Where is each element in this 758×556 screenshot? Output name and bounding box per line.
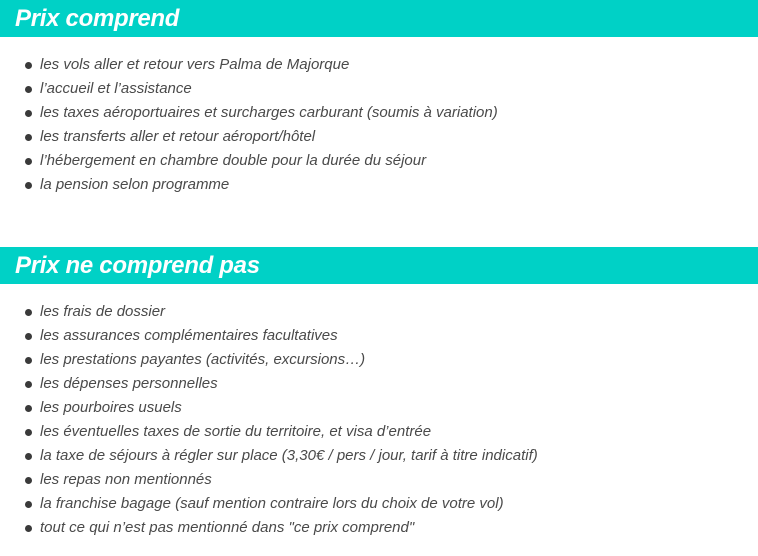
- bullet-icon: [25, 86, 32, 93]
- bullet-icon: [25, 62, 32, 69]
- list-item: [0, 444, 538, 468]
- excluded-list: [0, 300, 538, 540]
- list-item: [0, 348, 538, 372]
- list-item: [0, 492, 538, 516]
- bullet-icon: [25, 309, 32, 316]
- list-item: [0, 77, 498, 101]
- bullet-icon: [25, 134, 32, 141]
- list-item-text: l’hébergement en chambre double pour la durée du séjour: [40, 152, 427, 169]
- list-item-text: les assurances complémentaires facultatives: [40, 327, 338, 344]
- list-item-text: l’accueil et l’assistance: [40, 80, 192, 97]
- list-item-text: les taxes aéroportuaires et surcharges carburant (soumis à variation): [40, 104, 498, 121]
- bullet-icon: [25, 333, 32, 340]
- list-item-text: la pension selon programme: [40, 176, 230, 193]
- list-item: [0, 396, 538, 420]
- included-section-title: Prix comprend: [15, 5, 180, 32]
- bullet-icon: [25, 525, 32, 532]
- included-list: [0, 53, 498, 197]
- list-item-text: les prestations payantes (activités, excursions…): [40, 351, 366, 368]
- list-item-text: les dépenses personnelles: [40, 375, 218, 392]
- list-item: [0, 324, 538, 348]
- list-item: [0, 420, 538, 444]
- list-item-text: les éventuelles taxes de sortie du territoire, et visa d’entrée: [40, 423, 432, 440]
- list-item: [0, 101, 498, 125]
- list-item-text: les vols aller et retour vers Palma de Majorque: [40, 56, 350, 73]
- bullet-icon: [25, 158, 32, 165]
- bullet-icon: [25, 405, 32, 412]
- list-item: [0, 372, 538, 396]
- bullet-icon: [25, 357, 32, 364]
- list-item-text: les repas non mentionnés: [40, 471, 212, 488]
- list-item: [0, 173, 498, 197]
- list-item: [0, 468, 538, 492]
- list-item-text: les transferts aller et retour aéroport/hôtel: [40, 128, 316, 145]
- bullet-icon: [25, 182, 32, 189]
- list-item: [0, 125, 498, 149]
- list-item-text: les frais de dossier: [40, 303, 166, 320]
- bullet-icon: [25, 453, 32, 460]
- list-item: [0, 516, 538, 540]
- list-item-text: tout ce qui n’est pas mentionné dans "ce prix comprend": [40, 519, 415, 536]
- list-item: [0, 53, 498, 77]
- list-item: [0, 300, 538, 324]
- included-section-header: [0, 0, 758, 37]
- bullet-icon: [25, 381, 32, 388]
- list-item-text: la taxe de séjours à régler sur place (3,30€ / pers / jour, tarif à titre indicatif): [40, 447, 538, 464]
- excluded-section-title: Prix ne comprend pas: [15, 252, 260, 279]
- list-item-text: la franchise bagage (sauf mention contraire lors du choix de votre vol): [40, 495, 504, 512]
- bullet-icon: [25, 477, 32, 484]
- excluded-section-header: [0, 247, 758, 284]
- list-item: [0, 149, 498, 173]
- bullet-icon: [25, 501, 32, 508]
- bullet-icon: [25, 110, 32, 117]
- list-item-text: les pourboires usuels: [40, 399, 182, 416]
- bullet-icon: [25, 429, 32, 436]
